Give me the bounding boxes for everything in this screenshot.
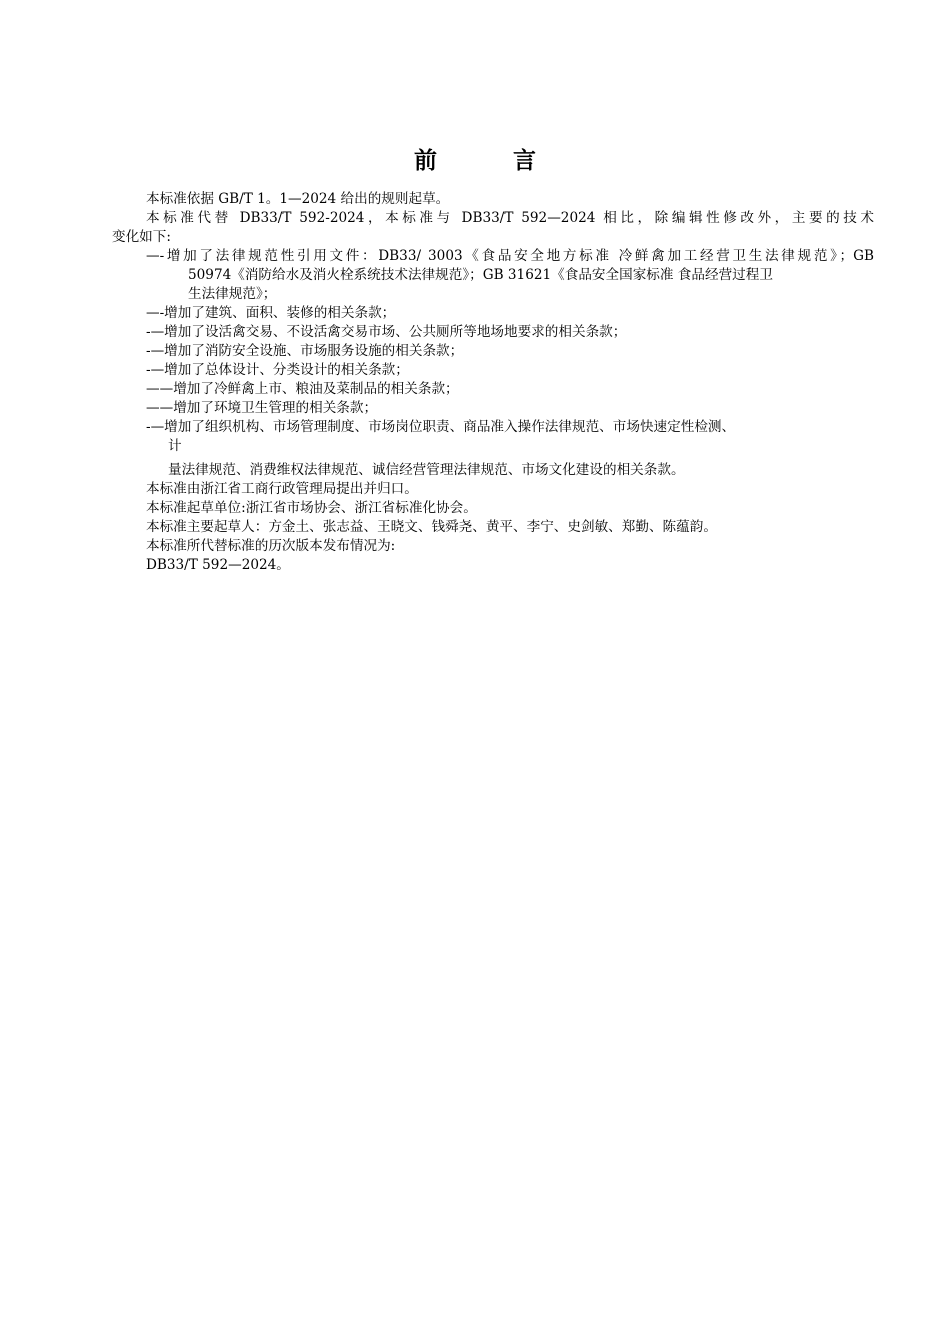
change-item-references-line-2: 50974《消防给水及消火栓系统技术法律规范》；GB 31621《食品安全国家标准 食品经营过程卫 [188, 267, 773, 283]
paragraph-replaces-line-2: 变化如下: [112, 229, 171, 245]
paragraph-drafters: 本标准主要起草人：方金土、张志益、王晓文、钱舜尧、黄平、李宁、史剑敏、郑勤、陈蕴韵。 [146, 519, 717, 535]
change-item-design: -—增加了总体设计、分类设计的相关条款； [146, 362, 409, 378]
change-item-organization-line-1: -—增加了组织机构、市场管理制度、市场岗位职责、商品准入操作法律规范、市场快速定性检测、 [146, 419, 736, 435]
paragraph-version-history: 本标准所代替标准的历次版本发布情况为: [146, 538, 396, 554]
page-title: 前 言 [413, 148, 570, 174]
paragraph-replaces-line-1: 本标准代替 DB33/T 592-2024，本标准与 DB33/T 592—2024 相比，除编辑性修改外，主要的技术 [146, 210, 874, 226]
paragraph-proposer: 本标准由浙江省工商行政管理局提出并归口。 [146, 481, 418, 497]
change-item-fire-safety: -—增加了消防安全设施、市场服务设施的相关条款； [146, 343, 464, 359]
paragraph-previous-version: DB33/T 592—2024。 [146, 557, 290, 573]
paragraph-drafting-units: 本标准起草单位:浙江省市场协会、浙江省标准化协会。 [146, 500, 477, 516]
change-item-organization-line-3: 量法律规范、消费维权法律规范、诚信经营管理法律规范、市场文化建设的相关条款。 [168, 462, 685, 478]
foreword-body [112, 190, 874, 575]
change-item-organization-line-2: 计 [168, 438, 182, 454]
paragraph-drafting-rules: 本标准依据 GB/T 1。1—2024 给出的规则起草。 [146, 191, 450, 207]
change-item-references-line-3: 生法律规范》； [188, 286, 277, 302]
change-item-building: —-增加了建筑、面积、装修的相关条款； [146, 305, 396, 321]
change-item-poultry-grain: ——增加了冷鲜禽上市、粮油及菜制品的相关条款； [146, 381, 459, 397]
change-item-hygiene: ——增加了环境卫生管理的相关条款； [146, 400, 378, 416]
change-item-site-requirements: -—增加了设活禽交易、不设活禽交易市场、公共厕所等地场地要求的相关条款； [146, 324, 627, 340]
change-item-references-line-1: —-增加了法律规范性引用文件：DB33/ 3003《食品安全地方标准 冷鲜禽加工经营卫生法律规范》；GB [146, 248, 874, 264]
